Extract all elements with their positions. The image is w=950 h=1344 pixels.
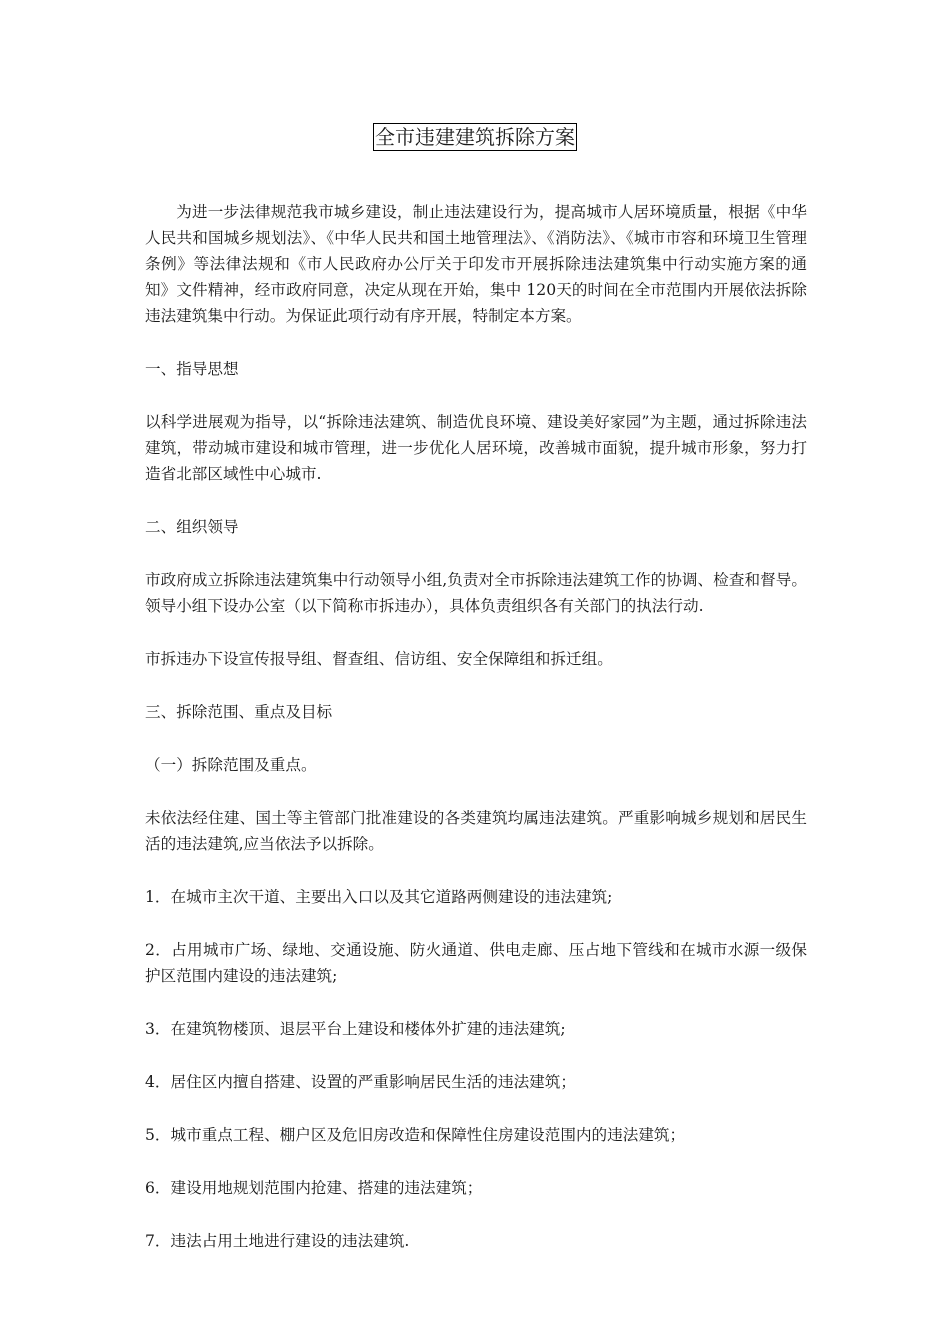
organization-paragraph: 市政府成立拆除违法建筑集中行动领导小组,负责对全市拆除违法建筑工作的协调、检查和督导。领导小组下设办公室（以下简称市拆违办），具体负责组织各有关部门的执法行动. xyxy=(145,571,807,615)
list-item: 5．城市重点工程、棚户区及危旧房改造和保障性住房建设范围内的违法建筑； xyxy=(145,1126,686,1144)
section-heading-guiding-ideology: 一、指导思想 xyxy=(145,360,239,378)
title-container xyxy=(0,123,950,151)
organization-groups-paragraph: 市拆违办下设宣传报导组、督查组、信访组、安全保障组和拆迁组。 xyxy=(145,650,613,668)
guiding-ideology-paragraph: 以科学进展观为指导，以“拆除违法建筑、制造优良环境、建设美好家园”为主题，通过拆除违法建筑，带动城市建设和城市管理，进一步优化人居环境，改善城市面貌，提升城市形象，努力打造省北部区域性中心城市. xyxy=(145,413,807,483)
scope-paragraph: 未依法经住建、国土等主管部门批准建设的各类建筑均属违法建筑。严重影响城乡规划和居民生活的违法建筑,应当依法予以拆除。 xyxy=(145,809,807,853)
list-item: 1．在城市主次干道、主要出入口以及其它道路两侧建设的违法建筑; xyxy=(145,888,613,906)
document-body xyxy=(145,199,807,1254)
list-item: 6．建设用地规划范围内抢建、搭建的违法建筑； xyxy=(145,1179,483,1197)
list-item: 7．违法占用土地进行建设的违法建筑. xyxy=(145,1232,410,1250)
section-heading-scope: 三、拆除范围、重点及目标 xyxy=(145,703,333,721)
document-title: 全市违建建筑拆除方案 xyxy=(375,125,575,149)
section-heading-organization: 二、组织领导 xyxy=(145,518,239,536)
subsection-heading-scope: （一）拆除范围及重点。 xyxy=(145,756,317,774)
list-item: 3．在建筑物楼顶、退层平台上建设和楼体外扩建的违法建筑; xyxy=(145,1020,566,1038)
intro-paragraph: 为进一步法律规范我市城乡建设，制止违法建设行为，提高城市人居环境质量，根据《中华人民共和国城乡规划法》、《中华人民共和国土地管理法》、《消防法》、《城市市容和环境卫生管理条例》等法律法规和《市人民政府办公厅关于印发市开展拆除违法建筑集中行动实施方案的通知》文件精神，经市政府同意，决定从现在开始，集中 120天的时间在全市范围内开展依法拆除违法建筑集中行动。为保证此项行动有序开展，特制定本方案。 xyxy=(145,203,807,325)
list-item: 4．居住区内擅自搭建、设置的严重影响居民生活的违法建筑； xyxy=(145,1073,576,1091)
list-item: 2．占用城市广场、绿地、交通设施、防火通道、供电走廊、压占地下管线和在城市水源一级保护区范围内建设的违法建筑; xyxy=(145,941,807,985)
